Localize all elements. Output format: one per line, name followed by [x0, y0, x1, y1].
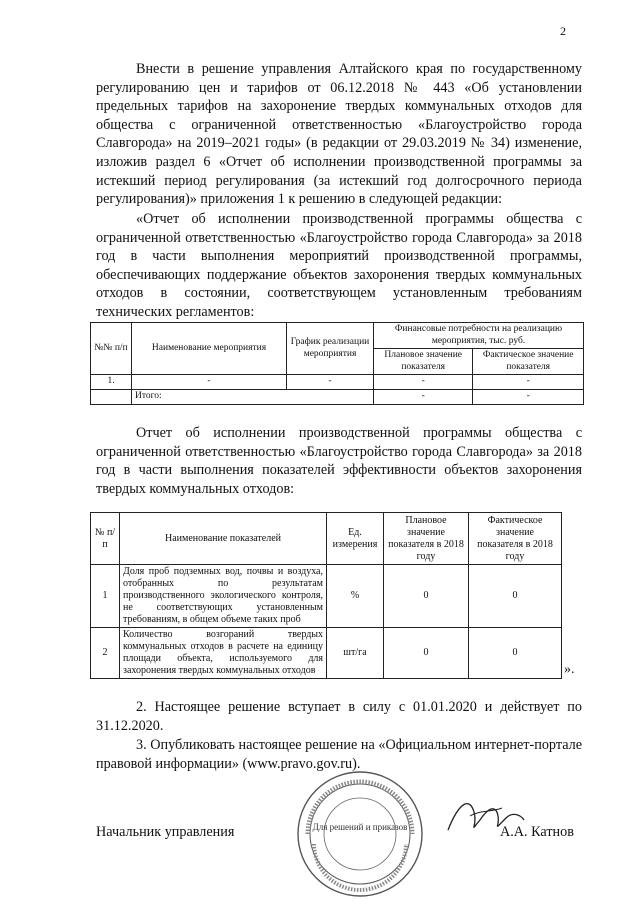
t1-header-name: Наименование мероприятия: [132, 323, 287, 375]
official-stamp-icon: [294, 770, 426, 898]
table-row: [91, 628, 562, 679]
paragraph-report-measures: «Отчет об исполнении производственной программы общества с ограниченной ответственностью «Благоустройство города Славгорода» за 2018 год в части выполнения мероприятий производственной программы, обеспечивающих поддержание объектов захоронения твердых коммунальных отходов в состоянии, соответствующем установленным требованиям технических регламентов:: [96, 211, 582, 320]
t2-row1-fact: 0: [469, 565, 562, 628]
t2-row2-name: Количество возгораний твердых коммунальных отходов в расчете на единицу площади объекта, используемого для захоронения твердых коммунальных отходов: [120, 628, 327, 679]
t1-total-plan: -: [374, 390, 473, 405]
t1-total-fact: -: [473, 390, 584, 405]
table-row: [91, 375, 584, 390]
t1-total-label: Итого:: [132, 390, 374, 405]
table-row: [91, 565, 562, 628]
t1-header-num: №№ п/п: [91, 323, 132, 375]
signatory-role: Начальник управления: [96, 824, 235, 840]
t2-row2-unit: шт/га: [327, 628, 384, 679]
t1-row-name: -: [132, 375, 287, 390]
t1-header-plan: Плановое значение показателя: [374, 349, 473, 375]
t1-header-schedule: График реализации мероприятия: [287, 323, 374, 375]
t2-row1-plan: 0: [384, 565, 469, 628]
table-row-total: [91, 390, 584, 405]
t1-header-fact: Фактическое значение показателя: [473, 349, 584, 375]
paragraph-publish: 3. Опубликовать настоящее решение на «Официальном интернет-портале правовой информации» (www.pravo.gov.ru).: [96, 737, 582, 772]
page-number: 2: [560, 24, 566, 38]
t1-row-schedule: -: [287, 375, 374, 390]
t2-row1-unit: %: [327, 565, 384, 628]
t2-row1-name: Доля проб подземных вод, почвы и воздуха, отобранных по результатам производственного экологического контроля, не соответствующих установленным требованиям, в общем объеме таких проб: [120, 565, 327, 628]
t2-row2-num: 2: [91, 628, 120, 679]
t2-header-fact: Фактическое значение показателя в 2018 году: [469, 513, 562, 565]
t1-row-plan: -: [374, 375, 473, 390]
measures-table: [90, 322, 584, 405]
paragraph-report-indicators: Отчет об исполнении производственной программы общества с ограниченной ответственностью «Благоустройство города Славгорода» за 2018 год в части выполнения показателей эффективности объектов захоронения твердых коммунальных отходов:: [96, 425, 582, 497]
t1-row-fact: -: [473, 375, 584, 390]
t2-header-plan: Плановое значение показателя в 2018 году: [384, 513, 469, 565]
paragraph-amendment: Внести в решение управления Алтайского края по государственному регулированию цен и тарифов от 06.12.2018 № 443 «Об установлении предельных тарифов на захоронение твердых коммунальных отходов для общества с ограниченной ответственностью «Благоустройство города Славгорода» на 2019–2021 годы» (в редакции от 29.03.2019 № 34) изменение, изложив раздел 6 «Отчет об исполнении производственной программы за истекший период регулирования (за истекший год долгосрочного периода регулирования)» приложения 1 к решению в следующей редакции:: [96, 61, 582, 208]
paragraph-effective-date: 2. Настоящее решение вступает в силу с 01.01.2020 и действует по 31.12.2020.: [96, 699, 582, 734]
signatory-name: А.А. Катнов: [500, 824, 574, 840]
indicators-table: [90, 512, 562, 679]
t2-header-name: Наименование показателей: [120, 513, 327, 565]
t2-row1-num: 1: [91, 565, 120, 628]
closing-quote: ».: [564, 662, 575, 677]
t2-row2-fact: 0: [469, 628, 562, 679]
t2-row2-plan: 0: [384, 628, 469, 679]
t1-header-finance: Финансовые потребности на реализацию мероприятия, тыс. руб.: [374, 323, 584, 349]
t2-header-num: № п/п: [91, 513, 120, 565]
stamp-text: Для решений и приказов: [312, 822, 408, 832]
t1-row-num: 1.: [91, 375, 132, 390]
t2-header-unit: Ед. измерения: [327, 513, 384, 565]
